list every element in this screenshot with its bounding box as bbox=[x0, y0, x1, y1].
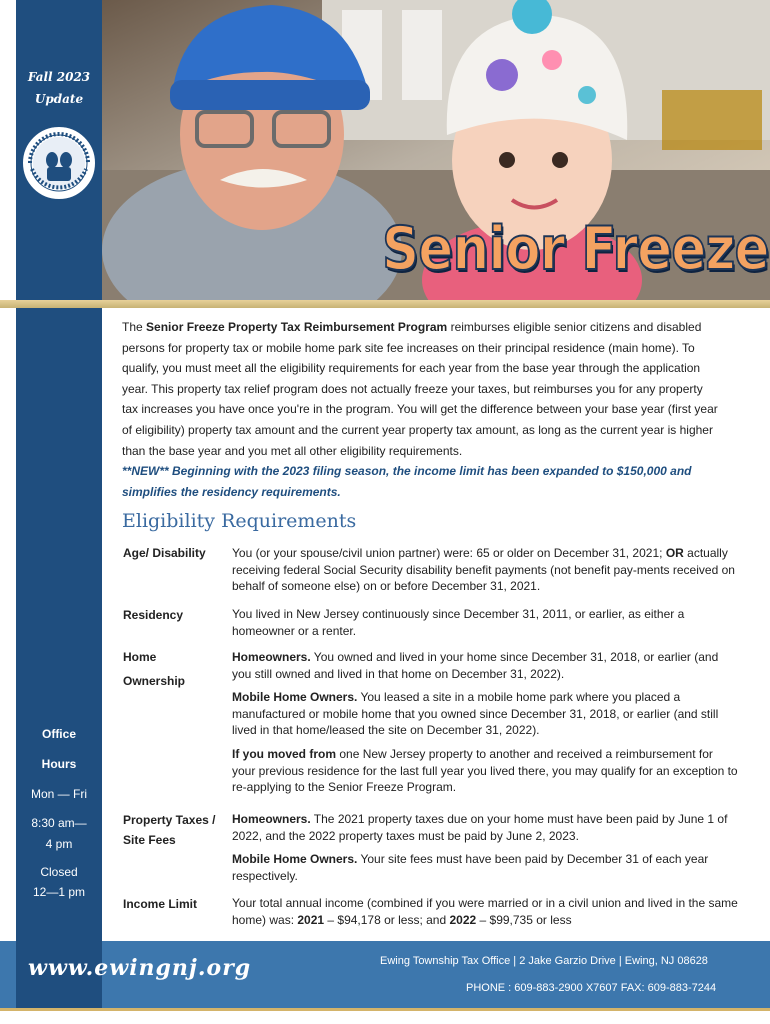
income-2022-amount: – $99,735 or less bbox=[476, 912, 572, 927]
age-text-b: actually receiving federal Social Security disability benefit payments (not benefit pay-ments received on behalf of someone else) on or before December 31, 2021. bbox=[232, 546, 735, 593]
footer-bottom-rule bbox=[0, 1011, 770, 1024]
office-closed-time: 12—1 pm bbox=[32, 885, 86, 899]
season-line-2: Update bbox=[34, 92, 84, 106]
office-time-1: 8:30 am— bbox=[31, 816, 87, 830]
mobile-owners-text bbox=[232, 689, 738, 739]
residency-label: Residency bbox=[123, 608, 184, 622]
tax-mobile-bold: Mobile Home Owners. bbox=[232, 852, 358, 866]
office-closed: Closed bbox=[40, 865, 78, 879]
moved-body: one New Jersey property to another and received a reimbursement for your previous residence for the last full year you lived there, you may qualify for an exception to re-applying to the Senior Freeze Program. bbox=[232, 747, 738, 794]
new-notice: **NEW** Beginning with the 2023 filing season, the income limit has been expanded to $150,000 and simplifies the residency requirements. bbox=[122, 464, 692, 499]
tax-mobile-text bbox=[232, 851, 738, 884]
tax-mobile-body: Your site fees must have been paid by December 31 of each year respectively. bbox=[232, 852, 709, 883]
tax-homeowners-bold: Homeowners. bbox=[232, 812, 311, 826]
age-label: Age/ Disability bbox=[123, 546, 206, 560]
intro-paragraph bbox=[122, 317, 722, 461]
office-address: Ewing Township Tax Office | 2 Jake Garzio Drive | Ewing, NJ 08628 bbox=[380, 955, 708, 967]
season-line-1: Fall 2023 bbox=[27, 70, 91, 84]
homeowners-bold: Homeowners. bbox=[232, 650, 311, 664]
moved-bold: If you moved from bbox=[232, 747, 337, 761]
tax-label-1: Property Taxes / bbox=[123, 813, 216, 827]
income-label: Income Limit bbox=[123, 897, 198, 911]
office-days: Mon — Fri bbox=[30, 787, 87, 801]
age-text-a: You (or your spouse/civil union partner) were: 65 or older on December 31, 2021; bbox=[232, 546, 666, 560]
office-hours-title-1: Office bbox=[41, 727, 76, 741]
intro-lead: The bbox=[122, 320, 147, 334]
township-seal-icon bbox=[20, 124, 98, 202]
residency-text: You lived in New Jersey continuously since December 31, 2011, or earlier, as either a homeowner or a renter. bbox=[232, 607, 685, 638]
age-or: OR bbox=[665, 546, 684, 560]
intro-body: reimburses eligible senior citizens and disabled persons for property tax or mobile home park site fee increases on their principal residence (main home). To qualify, you must meet all the eligibility requirements for each year from the base year through the application year. This property tax relief program does not actually freeze your taxes, but reimburses you for any property tax increases you have once you're in the program. You will get the difference between your base year (first year of eligibility) property tax amount and the current year property tax amount, as long as the current year is higher than the base year and you met all other eligibility requirements. bbox=[122, 320, 718, 458]
age-text bbox=[232, 545, 738, 595]
moved-text bbox=[232, 746, 738, 796]
eligibility-heading: Eligibility Requirements bbox=[122, 510, 357, 532]
banner-divider bbox=[0, 300, 770, 308]
home-label-1: Home bbox=[123, 650, 157, 664]
website-link[interactable]: www.ewingnj.org bbox=[28, 955, 252, 981]
tax-label-2: Site Fees bbox=[123, 833, 176, 847]
home-label-2: Ownership bbox=[123, 674, 186, 688]
income-2021-amount: – $94,178 or less; and bbox=[324, 912, 450, 927]
tax-homeowners-text bbox=[232, 811, 738, 844]
office-time-2: 4 pm bbox=[45, 837, 73, 851]
season-label bbox=[16, 66, 102, 110]
page-title: Senior Freeze bbox=[382, 214, 769, 284]
tax-homeowners-body: The 2021 property taxes due on your home must have been paid by June 1 of 2022, and the 2022 property taxes must be paid by June 2, 2023. bbox=[232, 812, 728, 843]
income-text-a: Your total annual income (combined if you were married or in a civil union and lived in the same home) was: bbox=[232, 896, 738, 927]
mobile-owners-bold: Mobile Home Owners. bbox=[232, 690, 358, 704]
office-hours-title-2: Hours bbox=[41, 757, 77, 771]
homeowners-body: You owned and lived in your home since December 31, 2018, or earlier (and you still owned and lived in that home on December 31, 2022). bbox=[232, 650, 719, 681]
program-name: Senior Freeze Property Tax Reimbursement Program bbox=[146, 320, 448, 334]
mobile-owners-body: You leased a site in a mobile home park where you placed a manufactured or mobile home that you owned since December 31, 2018, or earlier (and still lived in that home/leased the site on December 31, 2022). bbox=[232, 690, 719, 737]
homeowners-text bbox=[232, 649, 738, 682]
office-phone: PHONE : 609-883-2900 X7607 FAX: 609-883-7244 bbox=[466, 982, 717, 994]
income-2022-year: 2022 bbox=[449, 912, 477, 927]
income-text bbox=[232, 895, 738, 928]
income-2021-year: 2021 bbox=[297, 912, 325, 927]
